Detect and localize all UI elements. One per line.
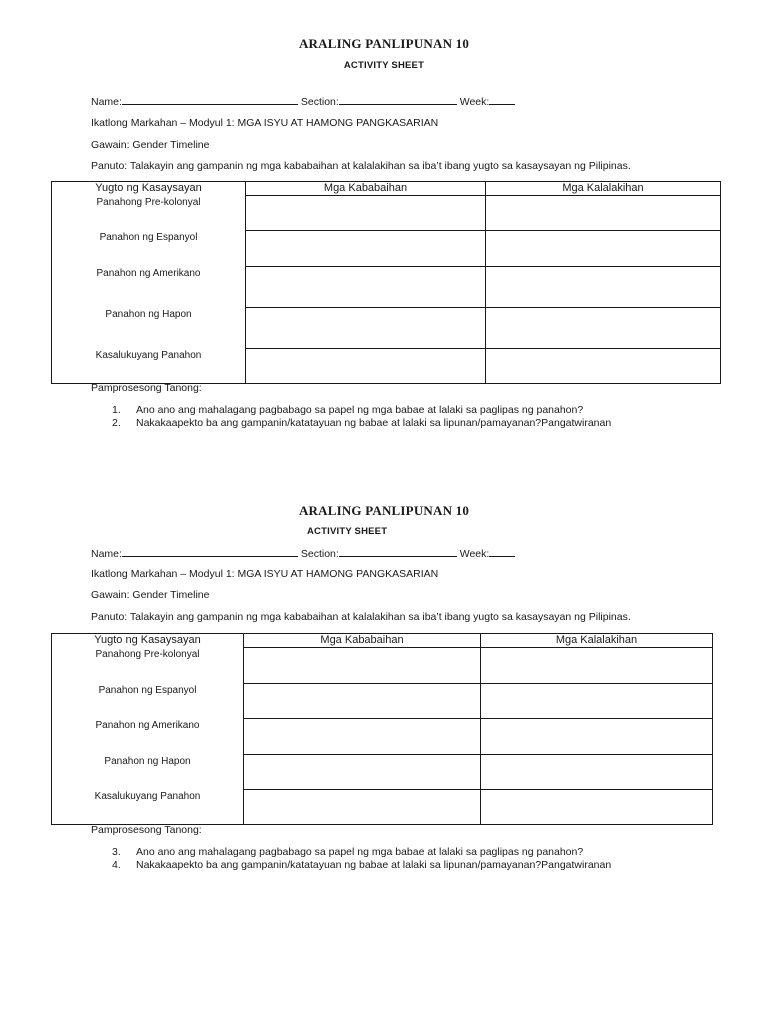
women-answer-cell[interactable] <box>246 267 486 308</box>
question-text: Ano ano ang mahalagang pagbabago sa papel ng mga babae at lalaki sa paglipas ng panahon? <box>136 404 584 416</box>
sheet-title: ARALING PANLIPUNAN 10 <box>298 503 470 518</box>
table-row <box>52 790 713 825</box>
instructions-line: Panuto: Talakayin ang gampanin ng mga kababaihan at kalalakihan sa iba’t ibang yugto sa kasaysayan ng Pilipinas. <box>91 160 631 172</box>
table-row <box>52 684 713 719</box>
table-header-era: Yugto ng Kasaysayan <box>52 182 246 196</box>
table-header-women: Mga Kababaihan <box>244 634 481 648</box>
men-answer-cell[interactable] <box>486 231 721 267</box>
men-answer-cell[interactable] <box>481 719 713 755</box>
era-label: Kasalukuyang Panahon <box>52 349 246 384</box>
name-field[interactable] <box>122 547 298 557</box>
processing-questions-label: Pamprosesong Tanong: <box>91 382 202 394</box>
women-answer-cell[interactable] <box>246 231 486 267</box>
women-answer-cell[interactable] <box>246 308 486 349</box>
question-text: Nakakaapekto ba ang gampanin/katatayuan ng babae at lalaki sa lipunan/pamayanan?Pangatwiranan <box>136 417 612 429</box>
table-row <box>52 648 713 684</box>
women-answer-cell[interactable] <box>244 755 481 790</box>
sheet-subtitle: ACTIVITY SHEET <box>307 526 388 537</box>
table-row <box>52 349 721 384</box>
table-header-row <box>52 634 713 648</box>
women-answer-cell[interactable] <box>244 719 481 755</box>
era-label: Panahon ng Espanyol <box>52 684 244 719</box>
women-answer-cell[interactable] <box>244 648 481 684</box>
table-header-men: Mga Kalalakihan <box>481 634 713 648</box>
processing-questions-label: Pamprosesong Tanong: <box>91 824 202 836</box>
module-line: Ikatlong Markahan – Modyul 1: MGA ISYU AT HAMONG PANGKASARIAN <box>91 117 439 129</box>
table-row <box>52 196 721 231</box>
question-number: 3. <box>112 846 121 858</box>
sheet-subtitle: ACTIVITY SHEET <box>343 60 425 71</box>
table-header-row <box>52 182 721 196</box>
men-answer-cell[interactable] <box>481 790 713 825</box>
instructions-line: Panuto: Talakayin ang gampanin ng mga kababaihan at kalalakihan sa iba’t ibang yugto sa kasaysayan ng Pilipinas. <box>91 611 631 623</box>
men-answer-cell[interactable] <box>481 648 713 684</box>
era-label: Panahon ng Hapon <box>52 755 244 790</box>
module-line: Ikatlong Markahan – Modyul 1: MGA ISYU AT HAMONG PANGKASARIAN <box>91 568 439 580</box>
question-number: 4. <box>112 859 121 871</box>
era-label: Panahong Pre-kolonyal <box>52 196 246 231</box>
section-label: Section: <box>300 548 339 560</box>
name-label: Name: <box>91 96 122 108</box>
section-label: Section: <box>300 96 339 108</box>
women-answer-cell[interactable] <box>246 349 486 384</box>
era-label: Panahon ng Espanyol <box>52 231 246 267</box>
era-label: Panahon ng Hapon <box>52 308 246 349</box>
women-answer-cell[interactable] <box>244 790 481 825</box>
question-text: Nakakaapekto ba ang gampanin/katatayuan ng babae at lalaki sa lipunan/pamayanan?Pangatwiranan <box>136 859 612 871</box>
era-label: Kasalukuyang Panahon <box>52 790 244 825</box>
gender-timeline-table <box>51 633 713 825</box>
activity-line: Gawain: Gender Timeline <box>91 589 210 601</box>
question-item <box>112 404 583 416</box>
table-header-men: Mga Kalalakihan <box>486 182 721 196</box>
women-answer-cell[interactable] <box>246 196 486 231</box>
question-item <box>112 417 611 429</box>
era-label: Panahon ng Amerikano <box>52 719 244 755</box>
question-item <box>112 859 611 871</box>
table-row <box>52 308 721 349</box>
table-row <box>52 267 721 308</box>
name-label: Name: <box>91 548 122 560</box>
student-info-line <box>91 95 515 108</box>
gender-timeline-table <box>51 181 721 384</box>
student-info-line <box>91 547 515 560</box>
table-row <box>52 231 721 267</box>
men-answer-cell[interactable] <box>486 267 721 308</box>
table-header-women: Mga Kababaihan <box>246 182 486 196</box>
era-label: Panahong Pre-kolonyal <box>52 648 244 684</box>
question-number: 2. <box>112 417 121 429</box>
table-header-era: Yugto ng Kasaysayan <box>52 634 244 648</box>
sheet-title: ARALING PANLIPUNAN 10 <box>298 36 470 51</box>
question-item <box>112 846 583 858</box>
men-answer-cell[interactable] <box>486 349 721 384</box>
men-answer-cell[interactable] <box>481 684 713 719</box>
question-text: Ano ano ang mahalagang pagbabago sa papel ng mga babae at lalaki sa paglipas ng panahon? <box>136 846 584 858</box>
week-field[interactable] <box>489 95 515 105</box>
section-field[interactable] <box>339 95 457 105</box>
name-field[interactable] <box>122 95 298 105</box>
table-row <box>52 755 713 790</box>
question-number: 1. <box>112 404 121 416</box>
men-answer-cell[interactable] <box>486 308 721 349</box>
section-field[interactable] <box>339 547 457 557</box>
week-field[interactable] <box>489 547 515 557</box>
women-answer-cell[interactable] <box>244 684 481 719</box>
week-label: Week: <box>459 96 490 108</box>
men-answer-cell[interactable] <box>481 755 713 790</box>
week-label: Week: <box>459 548 490 560</box>
activity-line: Gawain: Gender Timeline <box>91 139 210 151</box>
table-row <box>52 719 713 755</box>
era-label: Panahon ng Amerikano <box>52 267 246 308</box>
men-answer-cell[interactable] <box>486 196 721 231</box>
